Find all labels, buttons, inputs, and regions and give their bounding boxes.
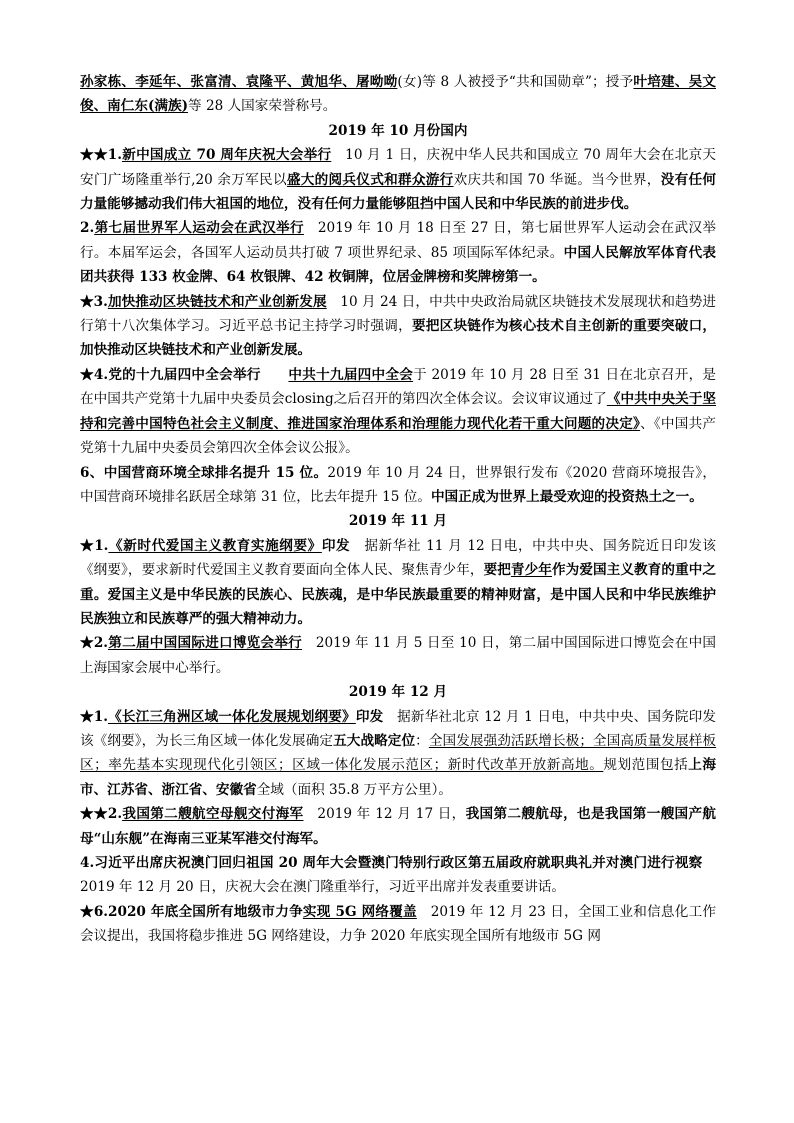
entry-key-point: 要把区块链作为核心技术自主创新的重要突破口，加快推动区块链技术和产业创新发展。 [80,318,717,359]
entry-text: 、《中国共产党第十九届中央委员会第四次全体会议公报》。 [80,415,717,457]
entry-dec-4 [80,851,716,900]
star-mark: ★ [80,537,95,554]
entry-positioning-list: 全国发展强劲活跃增长极；全国高质量发展样板区；率先基本实现现代化引领区；区域一体化发展示范区；新时代改革开放新高地。 [80,732,717,774]
entry-key-point: 中国人民解放军体育代表团共获得 133 枚金牌、64 枚银牌、42 枚铜牌，位居金牌榜和奖牌榜第一。 [80,244,716,286]
entry-title: 加快推动区块链技术和产业创新发展 [107,293,327,310]
entry-text: 于 2019 年 10 月 28 日至 31 日在北京召开，是在中国共产党第十九届中央委员会closing之后召开的第四次全体会议。会议审议通过了 [80,366,717,408]
star-mark: ★★ [80,806,108,823]
entry-number: 6. [93,903,109,920]
entry-emphasis: 青少年 [510,562,552,579]
entry-text: 欢庆共和国 70 华诞。当今世界， [453,171,661,188]
entry-oct-1 [80,143,716,216]
star-mark: ★ [80,293,94,310]
entry-text: 2019 年 10 月 24 日，世界银行发布《2020 营商环境报告》，中国营商环境排名跃居全球第 31 位，比去年提升 15 位。 [80,464,716,505]
entry-dec-6 [80,900,716,949]
entry-oct-3 [80,290,716,363]
entry-number: 4. [93,366,109,383]
entry-number: 2. [107,806,123,823]
entry-title: 党的十九届四中全会举行 [108,366,261,383]
entry-title-suffix: 印发 [355,708,384,725]
entry-text: 2019 年 12 月 17 日， [303,806,466,823]
medal-recipients: 孙家栋、李延年、张富清、袁隆平、黄旭华、屠呦呦 [80,74,398,90]
document-page [80,70,716,949]
entry-key-point: 没有任何力量能够撼动我们伟大祖国的地位，没有任何力量能够阻挡中国人民和中华民族的前进步伐。 [80,171,716,213]
entry-number: 4. [80,855,95,871]
section-heading-december: 2019 年 12 月 [348,684,448,701]
honors-text-end: 等 28 人国家荣誉称号。 [188,98,337,115]
star-mark: ★★ [80,147,108,164]
entry-text: 10 月 24 日，中共中央政治局就区块链技术发展现状和趋势进行第十八次集体学习。习近平总书记主持学习时强调， [80,293,717,335]
entry-text: 10 月 1 日，庆祝中华人民共和国成立 70 周年大会在北京天安门广场隆重举行,20 余万军民以 [80,147,717,188]
entry-number: 2. [93,635,109,652]
entry-document-title: 《中共中央关于坚持和完善中国特色社会主义制度、推进国家治理体系和治理能力现代化若干重大问题的决定》 [80,391,716,432]
entry-gap [261,367,289,383]
entry-text: 2019 年 11 月 5 日至 10 日，第二届中国国际进口博览会在中国上海国家会展中心举行。 [80,635,717,676]
entry-number: 1. [107,147,122,164]
star-mark: ★ [80,903,94,920]
honor-title-recipients: 叶培建、吴文俊、南仁东(满族) [80,74,717,115]
entry-dec-1 [80,705,716,803]
entry-title: 《长江三角洲区域一体化发展规划纲要》 [107,708,356,725]
honors-paragraph [80,70,716,119]
entry-nov-1 [80,534,716,632]
entry-key-point: 上海市、江苏省、浙江省、安徽省 [80,757,717,798]
star-mark: ★ [80,366,94,383]
section-heading-november: 2019 年 11 月 [348,513,448,530]
entry-number: 1. [93,708,108,725]
entry-text: ： [415,732,429,749]
entry-emphasis: 盛大的阅兵仪式和群众游行 [286,171,454,188]
section-heading-october: 2019 年 10 月份国内 [328,122,468,139]
entry-text: 规划范围包括 [603,757,689,774]
entry-text: 2019 年 10 月 18 日至 27 日，第七届世界军人运动会在武汉举行。本届军运会，各国军人运动员共打破 7 项世界纪录、85 项国际军体纪录。 [80,220,717,261]
entry-title: 第七届世界军人运动会在武汉举行 [94,220,304,237]
entry-title: 第二届中国国际进口博览会举行 [108,635,303,652]
entry-nov-2 [80,631,716,680]
star-mark: ★ [80,635,94,652]
entry-text: 2019 年 12 月 20 日，庆祝大会在澳门隆重举行，习近平出席并发表重要讲话。 [80,855,716,896]
honors-text: (女)等 8 人被授予“共和国勋章”；授予 [397,74,634,90]
entry-title: 习近平出席庆祝澳门回归祖国 20 周年大会暨澳门特别行政区第五届政府就职典礼并对澳门进行视察 [94,855,703,871]
entry-key-point: 要把 [483,562,511,579]
entry-text: 据新华社 11 月 12 日电，中共中央、国务院近日印发该《纲要》，要求新时代爱国主义教育要面向全体人民、聚焦青少年， [80,537,717,579]
entry-text: 据新华社北京 12 月 1 日电，中共中央、国务院印发该《纲要》，为长三角区域一体化发展确定 [80,708,717,749]
entry-title: 我国第二艘航空母舰交付海军 [122,806,304,823]
entry-oct-2 [80,216,716,289]
entry-title: 中国营商环境全球排名提升 15 位。 [103,464,328,481]
star-mark: ★ [80,708,94,725]
entry-text: 全域（面积 35.8 万平方公里）。 [256,781,452,798]
entry-number: 6、 [80,464,104,481]
entry-emphasis: 实现 5G 网络覆盖 [302,903,417,920]
entry-number: 2. [80,220,95,237]
entry-title: 《新时代爱国主义教育实施纲要》 [108,537,322,554]
entry-dec-2 [80,802,716,851]
entry-key-point: 五大战略定位 [333,732,416,749]
entry-number: 3. [93,293,108,310]
entry-key-point: 作为爱国主义教育的重中之重。爱国主义是中华民族的民族心、民族魂，是中华民族最重要的精神财富，是中国人民和中华民族维护民族独立和民族尊严的强大精神动力。 [80,562,717,627]
entry-text: 2019 年 12 月 23 日，全国工业和信息化工作会议提出，我国将稳步推进 5G 网络建设，力争 2020 年底实现全国所有地级市 5G 网 [80,903,716,945]
entry-title: 新中国成立 70 周年庆祝大会举行 [121,147,332,164]
entry-oct-6 [80,461,716,510]
entry-key-point: 我国第二艘航母，也是我国第一艘国产航母“山东舰”在海南三亚某军港交付海军。 [80,806,717,847]
entry-title: 2020 年底全国所有地级市力争 [108,903,303,920]
entry-emphasis: 中共十九届四中全会 [288,366,414,383]
entry-number: 1. [94,537,109,554]
entry-title-suffix: 印发 [321,537,351,554]
entry-key-point: 中国正成为世界上最受欢迎的投资热土之一。 [430,488,703,505]
entry-oct-4 [80,363,716,461]
